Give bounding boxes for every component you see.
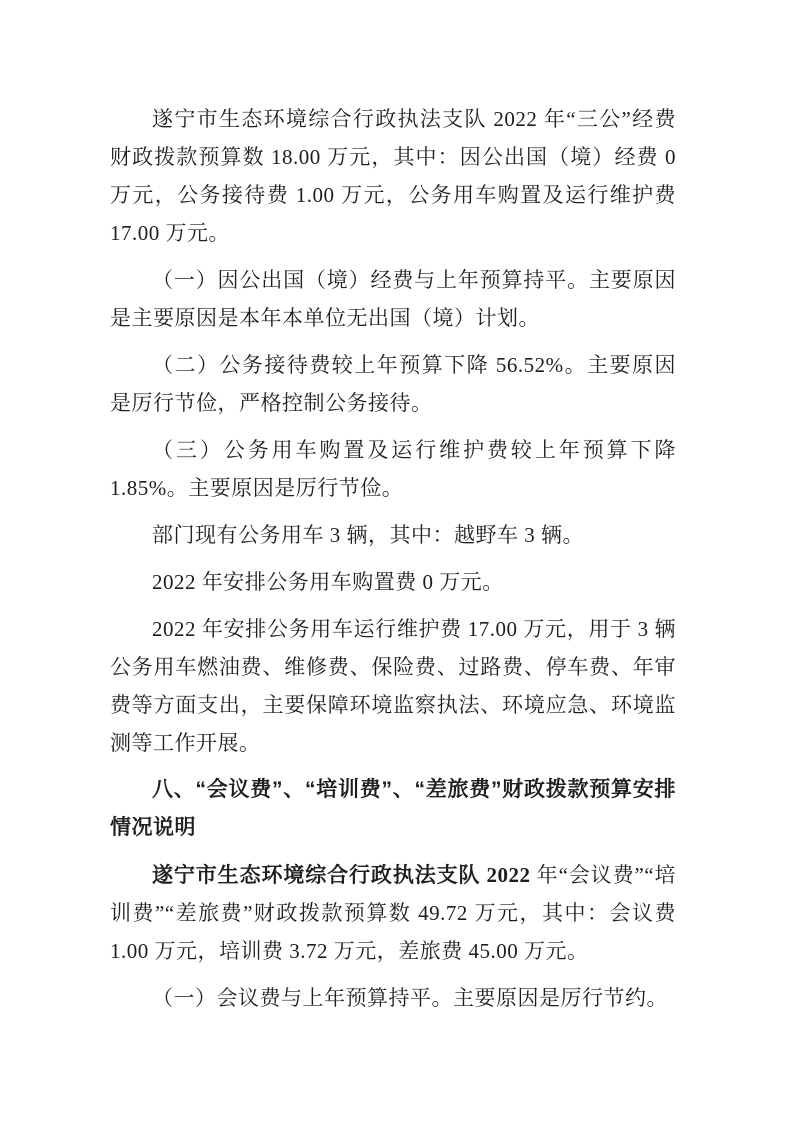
bold-lead-unit-name: 遂宁市生态环境综合行政执法支队 2022 (152, 863, 531, 887)
paragraph-meeting-training-travel-summary (110, 856, 676, 970)
paragraph-sangong-budget-summary: 遂宁市生态环境综合行政执法支队 2022 年“三公”经费财政拨款预算数 18.00 万元，其中：因公出国（境）经费 0 万元，公务接待费 1.00 万元，公务用车购置及运行维护费 17.00 万元。 (110, 107, 676, 245)
paragraph-meeting-expense-note: （一）会议费与上年预算持平。主要原因是厉行节约。 (152, 986, 668, 1010)
paragraph-continuation-text: 年“会议费”“培训费”“差旅费”财政拨款预算数 49.72 万元，其中：会议费 1.00 万元，培训费 3.72 万元，差旅费 45.00 万元。 (110, 863, 676, 963)
paragraph-vehicle-maintenance-budget: 2022 年安排公务用车运行维护费 17.00 万元，用于 3 辆公务用车燃油费、维修费、保险费、过路费、停车费、年审费等方面支出，主要保障环境监察执法、环境应急、环境监测等工作开展。 (110, 617, 676, 755)
paragraph-vehicle-expense-note: （三）公务用车购置及运行维护费较上年预算下降 1.85%。主要原因是厉行节俭。 (110, 438, 676, 500)
paragraph-reception-expense-note: （二）公务接待费较上年预算下降 56.52%。主要原因是厉行节俭，严格控制公务接待。 (110, 353, 676, 415)
paragraph-vehicle-purchase-budget: 2022 年安排公务用车购置费 0 万元。 (152, 570, 504, 594)
paragraph-abroad-expense-note: （一）因公出国（境）经费与上年预算持平。主要原因是主要原因是本年本单位无出国（境）计划。 (110, 268, 676, 330)
section-heading-meeting-training-travel: 八、“会议费”、“培训费”、“差旅费”财政拨款预算安排情况说明 (110, 778, 676, 839)
paragraph-vehicle-count: 部门现有公务用车 3 辆，其中：越野车 3 辆。 (152, 523, 584, 547)
